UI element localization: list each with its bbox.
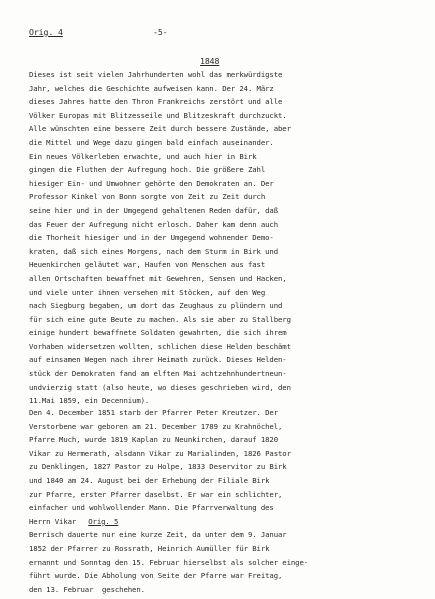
text-line: zur Pfarre, erster Pfarrer daselbst. Er war ein schlichter, — [29, 489, 283, 499]
text-line: den 13. Februar geschehen. — [29, 584, 145, 594]
text-line: auf einsamen Wegen nach ihrer Heimath zurück. Dieses Helden- — [29, 355, 287, 365]
text-line: Völker Europas mit Blitzesseile und Blitzeskraft durchzuckt. — [29, 110, 287, 120]
text-line-with-margin-note — [29, 515, 429, 529]
text-line: hiesiger Ein- und Umwohner gehörte den Demokraten an. Der — [29, 178, 274, 188]
margin-note-orig-5: Orig. 5 — [88, 516, 119, 526]
text-line: dieses Jahres hatte den Thron Frankreichs zerstört und alle — [29, 97, 283, 107]
text-line: und viele unter ihnen versehen mit Stöcken, auf den Weg — [29, 287, 266, 297]
paragraph-1851 — [29, 406, 429, 596]
text-line: Verstorbene war geboren am 21. December 1789 zu Krahnöchel, — [29, 421, 283, 431]
text-line: führt wurde. Die Abholung von Seite der Pfarre war Freitag, — [29, 571, 283, 581]
text-line: das Feuer der Aufregung nicht erlosch. Daher kam denn auch — [29, 219, 279, 229]
text-line: einige hundert bewaffnete Soldaten gewahrten, die sich ihrem — [29, 328, 287, 338]
text-line: Vorhaben widersetzen wollten, schlichen diese Helden beschämt — [29, 341, 291, 351]
text-line: 11.Mai 1859, ein Decennium). — [29, 396, 150, 406]
text-line: allen Ortschaften bewaffnet mit Gewehren, Sensen und Hacken, — [29, 273, 287, 283]
text-line: Dieses ist seit vielen Jahrhunderten wohl das merkwürdigste — [29, 70, 283, 79]
text-line: Berrisch dauerte nur eine kurze Zeit, da unter dem 9. Januar — [29, 530, 287, 540]
text-line: einfacher und wohlwollender Mann. Die Pfarrverwaltung des — [29, 503, 274, 513]
year-heading: 1848 — [200, 56, 220, 66]
text-line: zu Denklingen, 1827 Pastor zu Holpe, 1833 Deservitor zu Birk — [29, 462, 287, 472]
text-line: Alle wünschten eine bessere Zeit durch bessere Zustände, aber — [29, 124, 291, 134]
text-line: Jahr, welches die Geschichte aufweisen kann. Der 24. März — [29, 83, 274, 93]
text-fragment: Herrn Vikar — [29, 516, 77, 526]
text-line: 1852 der Pfarrer zu Rossrath, Heinrich Aumüller für Birk — [29, 543, 270, 553]
text-line: ernannt und Sonntag den 15. Februar hierselbst als solcher einge- — [29, 557, 309, 567]
text-line: undvierzig statt (also heute, wo dieses geschrieben wird, den — [29, 382, 291, 392]
text-line: stück der Demokraten fand am elften Mai achtzehnhundertneun- — [29, 369, 287, 379]
text-line: die Mittel und Wege dazu gingen bald einfach auseinander. — [29, 137, 274, 147]
text-line: gingen die Fluthen der Aufregung hoch. Die größere Zahl — [29, 165, 266, 175]
paragraph-1848 — [29, 68, 429, 408]
text-line: nach Siegburg begaben, um dort das Zeughaus zu plündern und — [29, 301, 283, 311]
text-line: Vikar zu Hermerath, alsdann Vikar zu Marialinden, 1826 Pastor — [29, 448, 291, 458]
text-line: für sich eine gute Beute zu machen. Als sie aber zu Stallberg — [29, 314, 291, 324]
text-line: Professor Kinkel von Bonn sorgte von Zeit zu Zeit durch — [29, 192, 266, 202]
text-line: Pfarre Much, wurde 1819 Kaplan zu Neunkirchen, darauf 1820 — [29, 435, 279, 445]
text-line: die Thorheit hiesiger und in der Umgegend wohnender Demo- — [29, 233, 274, 243]
text-line: und 1840 am 24. August bei der Erhebung der Filiale Birk — [29, 475, 270, 485]
text-line: seine hier und in der Umgegend gehaltenen Reden dafür, daß — [29, 205, 279, 215]
text-line: Heuenkirchen geläutet war, Haufen von Menschen aus fast — [29, 260, 266, 270]
text-line: kraten, daß sich eines Morgens, nach dem Sturm in Birk und — [29, 246, 279, 256]
page-number: -5- — [153, 27, 168, 37]
orig-label: Orig. 4 — [29, 27, 63, 37]
text-line: Den 4. December 1851 starb der Pfarrer Peter Kreutzer. Der — [29, 408, 279, 417]
text-line: Ein neues Völkerleben erwachte, und auch hier in Birk — [29, 151, 257, 161]
